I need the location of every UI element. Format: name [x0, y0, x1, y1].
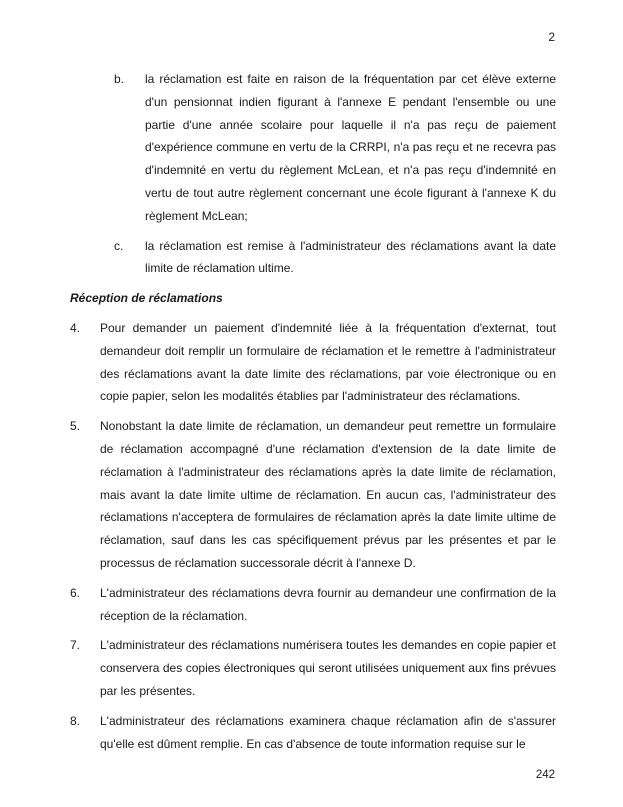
numbered-item-6: [70, 582, 556, 628]
numbered-item-7-label: 7.: [70, 638, 81, 653]
document-content: [70, 68, 556, 762]
numbered-item-7-text: L'administrateur des réclamations numérisera toutes les demandes en copie papier et conservera des copies électroniques qui seront utilisées uniquement aux fins prévues par les présentes.: [100, 638, 556, 698]
lettered-item-b: [114, 68, 556, 228]
numbered-item-6-label: 6.: [70, 585, 81, 600]
numbered-item-5: [70, 415, 556, 575]
numbered-item-5-text: Nonobstant la date limite de réclamation, un demandeur peut remettre un formulaire de réclamation accompagné d'une réclamation d'extension de la date limite de réclamation à l'administrateur des réclamations après la date limite de réclamation, mais avant la date limite ultime de réclamation. En aucun cas, l'administrateur des réclamations n'acceptera de formulaires de réclamation après la date limite ultime de réclamation, sauf dans les cas spécifiquement prévus par les présentes et par le processus de réclamation successorale décrit à l'annexe D.: [100, 419, 556, 570]
lettered-item-c: [114, 235, 556, 281]
page-number-top: 2: [548, 30, 555, 44]
numbered-item-7: [70, 634, 556, 702]
numbered-item-4: [70, 317, 556, 408]
lettered-item-c-label: c.: [114, 238, 124, 253]
numbered-item-4-label: 4.: [70, 320, 81, 335]
page-number-bottom: 242: [535, 769, 555, 781]
lettered-item-b-text: la réclamation est faite en raison de la fréquentation par cet élève externe d'un pensionnat indien figurant à l'annexe E pendant l'ensemble ou une partie d'une année scolaire pour laquelle il n'a pas reçu de paiement d'expérience commune en vertu de la CRRPI, n'a pas reçu et ne recevra pas d'indemnité en vertu du règlement McLean, et n'a pas reçu d'indemnité en vertu de tout autre règlement concernant une école figurant à l'annexe K du règlement McLean;: [145, 72, 556, 223]
lettered-item-c-text: la réclamation est remise à l'administrateur des réclamations avant la date limite de réclamation ultime.: [145, 238, 556, 276]
lettered-item-b-label: b.: [114, 72, 125, 86]
numbered-item-8: [70, 710, 556, 756]
numbered-item-6-text: L'administrateur des réclamations devra fournir au demandeur une confirmation de la réception de la réclamation.: [100, 585, 556, 623]
numbered-item-5-label: 5.: [70, 419, 81, 434]
section-heading: Réception de réclamations: [70, 291, 223, 306]
numbered-item-8-text: L'administrateur des réclamations examinera chaque réclamation afin de s'assurer qu'elle est dûment remplie. En cas d'absence de toute information requise sur le: [100, 713, 556, 751]
numbered-item-8-label: 8.: [70, 713, 81, 728]
numbered-item-4-text: Pour demander un paiement d'indemnité liée à la fréquentation d'externat, tout demandeur doit remplir un formulaire de réclamation et le remettre à l'administrateur des réclamations avant la date limite des réclamations, par voie électronique ou en copie papier, selon les modalités établies par l'administrateur des réclamations.: [100, 320, 556, 404]
